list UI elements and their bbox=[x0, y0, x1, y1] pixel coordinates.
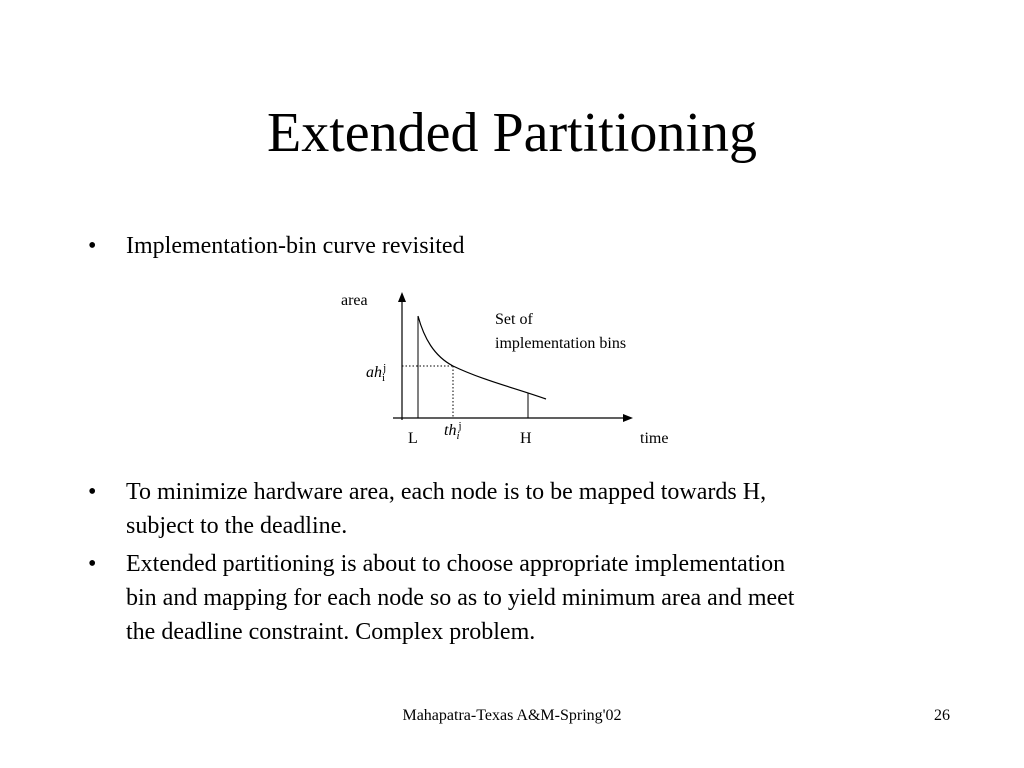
x-axis-arrowhead bbox=[623, 414, 633, 422]
bullet-item bbox=[88, 548, 968, 650]
x-tick-h-label: H bbox=[520, 430, 532, 447]
bullet-item bbox=[88, 476, 968, 544]
ah-marker-label: $ah_ij$ bbox=[366, 362, 387, 384]
bullet-item bbox=[88, 230, 968, 264]
y-axis-arrowhead bbox=[398, 292, 406, 302]
bullet-text-line: subject to the deadline. bbox=[126, 513, 348, 539]
curve-label-line-2: implementation bins bbox=[495, 335, 627, 352]
footer-course-label: Mahapatra-Texas A&M-Spring'02 bbox=[402, 707, 622, 724]
slide-title: Extended Partitioning bbox=[267, 102, 757, 164]
x-axis-label: time bbox=[640, 430, 669, 447]
bullet-text-line: Extended partitioning is about to choose appropriate implementation bbox=[126, 551, 786, 577]
bullet-text-line: Implementation-bin curve revisited bbox=[126, 233, 465, 259]
curve-label-line-1: Set of bbox=[495, 311, 533, 328]
page-number: 26 bbox=[934, 707, 950, 724]
bullet-text-line: To minimize hardware area, each node is to be mapped towards H, bbox=[126, 479, 767, 505]
bullet-marker: • bbox=[88, 233, 97, 259]
bullet-marker: • bbox=[88, 551, 97, 577]
th-marker-label: $th_ij$ bbox=[444, 420, 462, 442]
x-tick-l-label: L bbox=[408, 430, 418, 447]
bullet-marker: • bbox=[88, 479, 97, 505]
bullet-text-line: the deadline constraint. Complex problem. bbox=[126, 619, 536, 645]
implementation-bin-curve bbox=[418, 316, 546, 399]
y-axis-label: area bbox=[341, 292, 368, 309]
bullet-text-line: bin and mapping for each node so as to yield minimum area and meet bbox=[126, 585, 795, 611]
